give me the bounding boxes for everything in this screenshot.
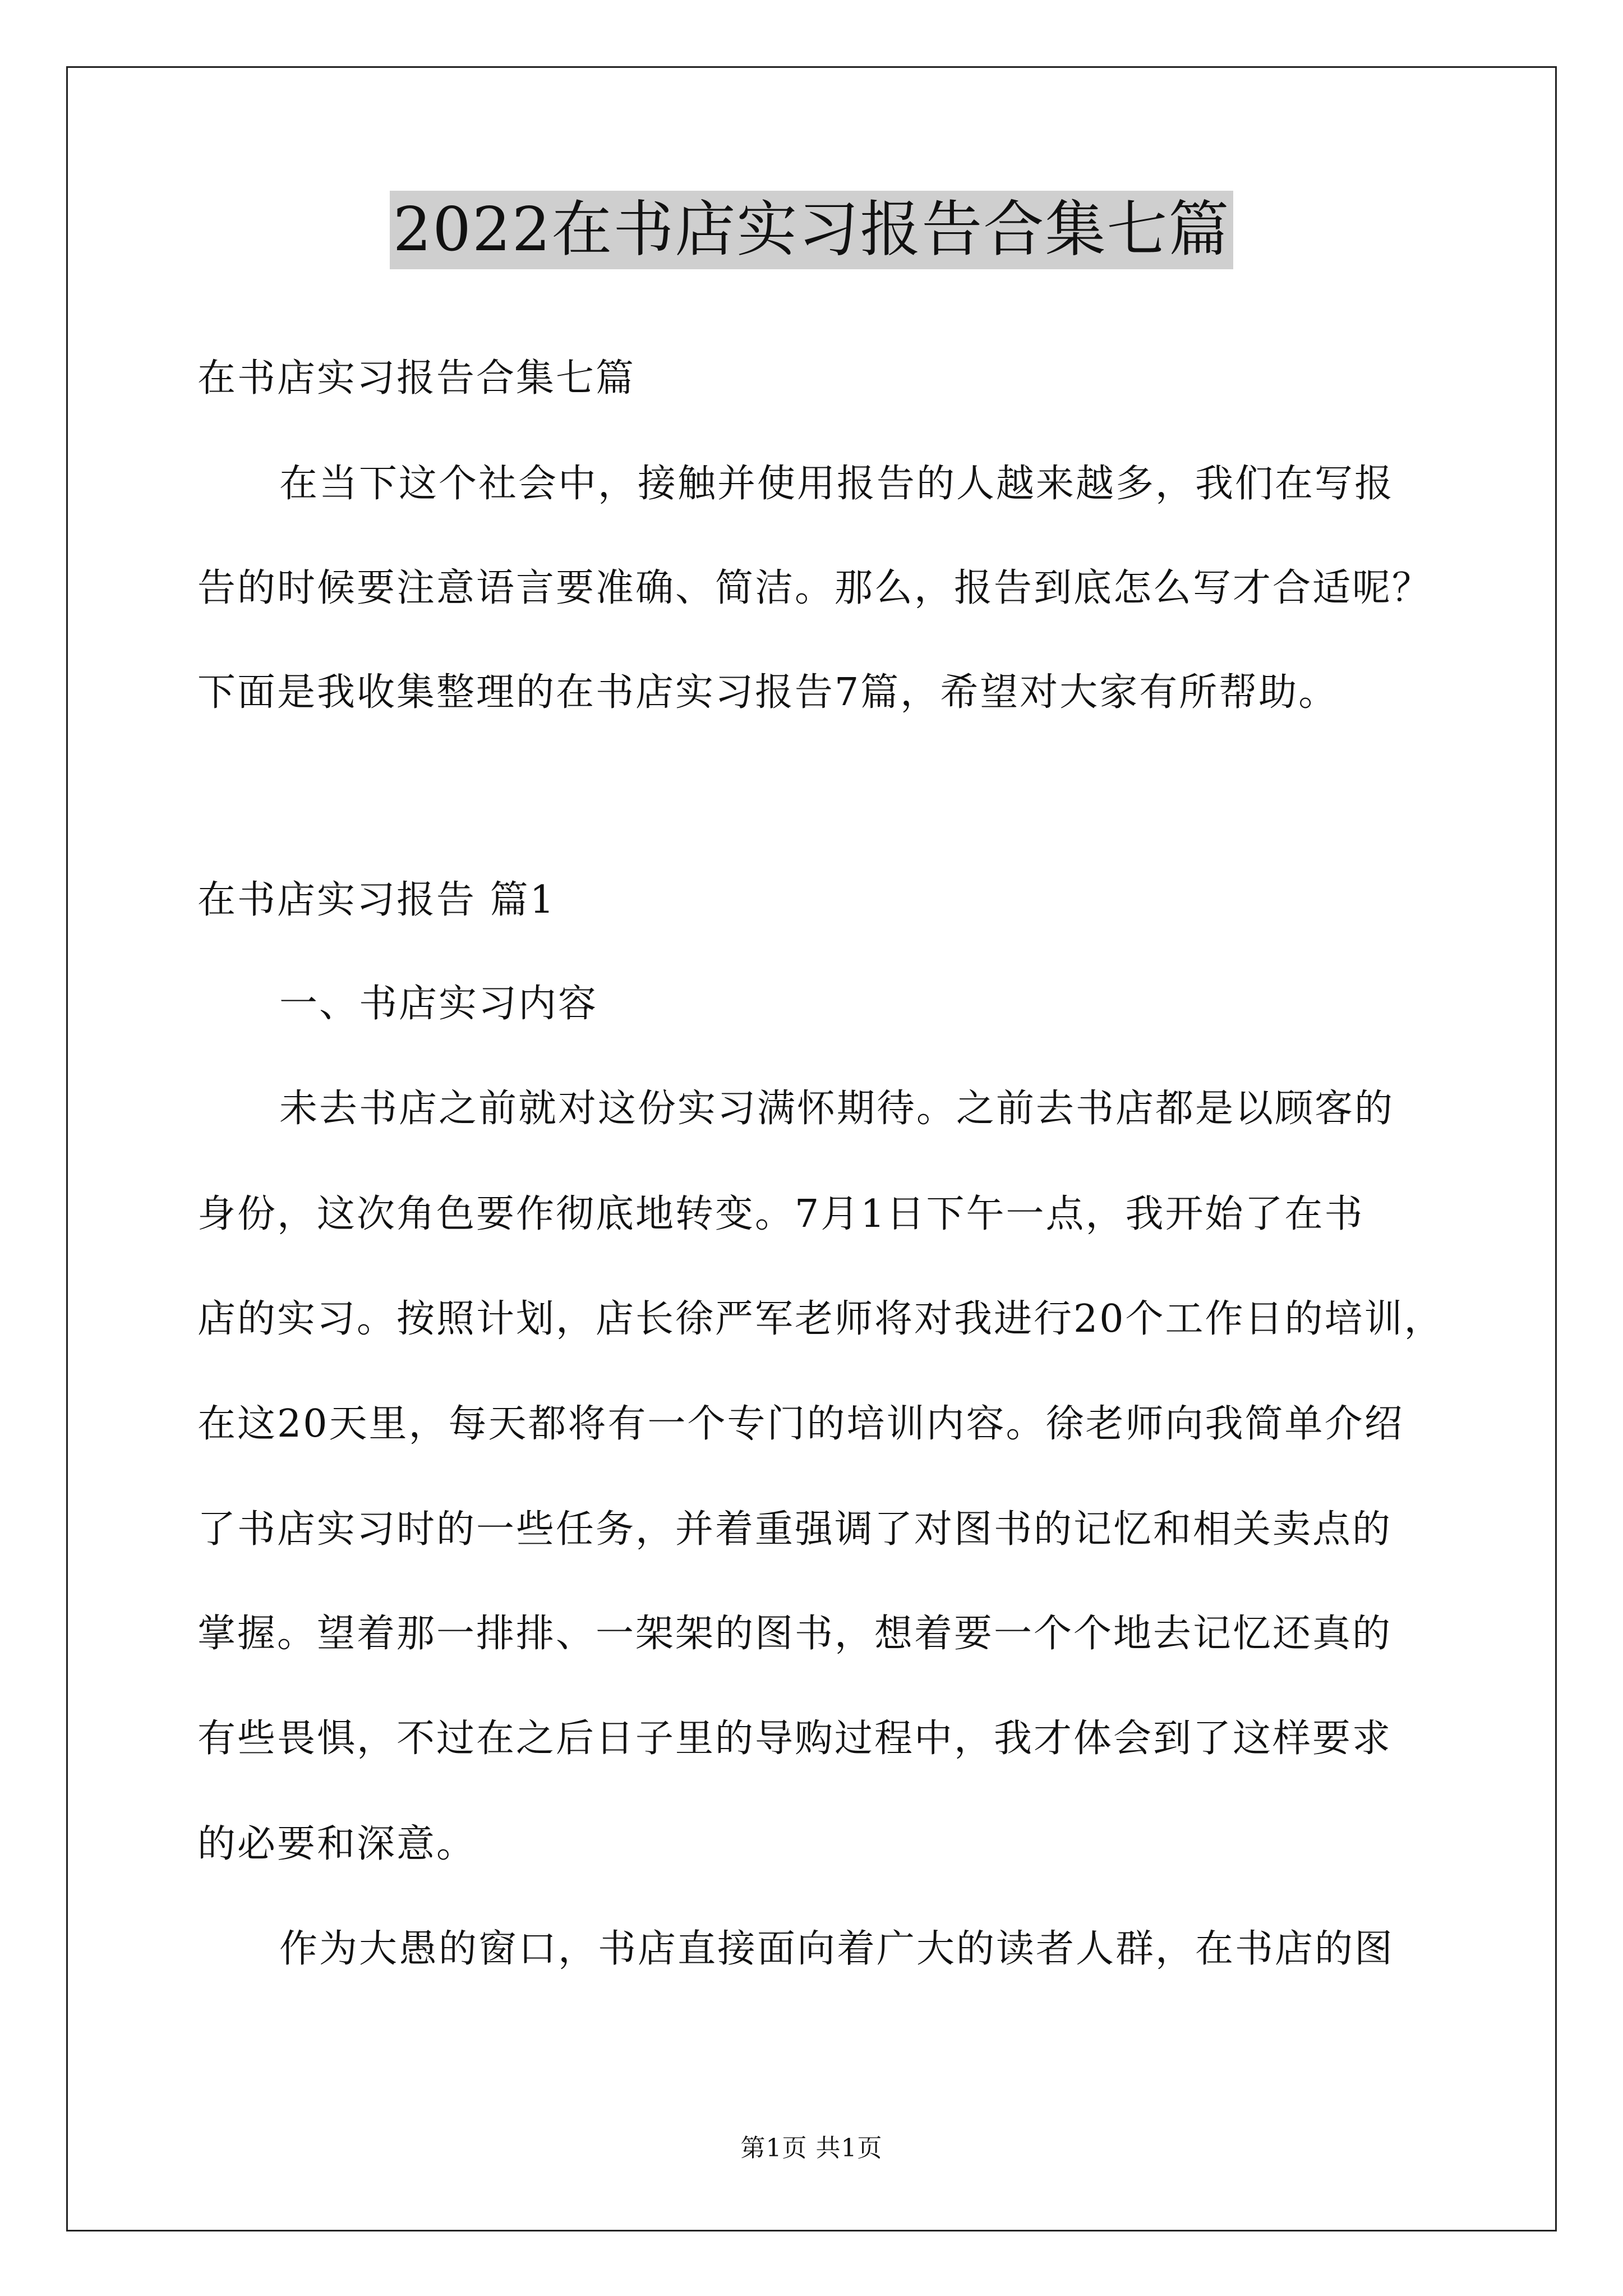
intro-line: 下面是我收集整理的在书店实习报告7篇，希望对大家有所帮助。 xyxy=(197,670,1339,715)
paragraph-line: 的必要和深意。 xyxy=(197,1822,477,1866)
document-title: 2022在书店实习报告合集七篇 xyxy=(390,191,1234,269)
page-footer: 第1页 共1页 xyxy=(740,2134,883,2162)
title-container xyxy=(0,191,1623,269)
paragraph-line: 掌握。望着那一排排、一架架的图书，想着要一个个地去记忆还真的 xyxy=(197,1612,1393,1656)
paragraph-line: 在这20天里，每天都将有一个专门的培训内容。徐老师向我简单介绍 xyxy=(197,1402,1404,1446)
subsection-heading: 一、书店实习内容 xyxy=(279,982,598,1026)
document-subtitle: 在书店实习报告合集七篇 xyxy=(197,356,636,401)
paragraph-line: 未去书店之前就对这份实习满怀期待。之前去书店都是以顾客的 xyxy=(279,1087,1395,1131)
paragraph-line: 了书店实习时的一些任务，并着重强调了对图书的记忆和相关卖点的 xyxy=(197,1507,1393,1552)
paragraph-line: 有些畏惧，不过在之后日子里的导购过程中，我才体会到了这样要求 xyxy=(197,1717,1393,1761)
intro-line: 在当下这个社会中，接触并使用报告的人越来越多，我们在写报 xyxy=(279,462,1395,506)
paragraph-line: 作为大愚的窗口，书店直接面向着广大的读者人群，在书店的图 xyxy=(279,1927,1395,1971)
section-heading: 在书店实习报告 篇1 xyxy=(197,878,556,922)
paragraph-line: 店的实习。按照计划，店长徐严军老师将对我进行20个工作日的培训， xyxy=(197,1297,1444,1341)
paragraph-line: 身份，这次角色要作彻底地转变。7月1日下午一点，我开始了在书 xyxy=(197,1192,1364,1236)
intro-line: 告的时候要注意语言要准确、简洁。那么，报告到底怎么写才合适呢？ xyxy=(197,566,1432,610)
